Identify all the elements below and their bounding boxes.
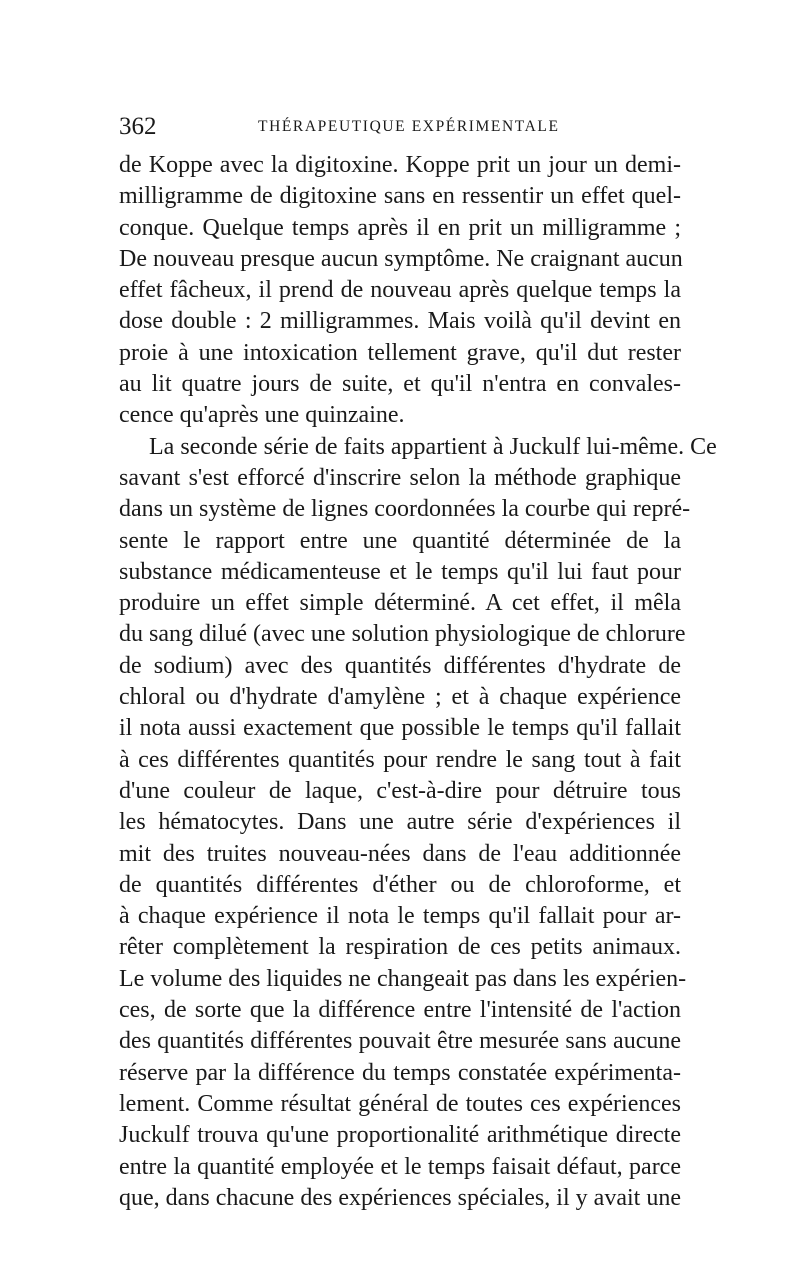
text-line: ces, de sorte que la différence entre l'intensité de l'action [119, 997, 681, 1024]
text-line: proie à une intoxication tellement grave, qu'il dut rester [119, 339, 681, 366]
text-line: produire un effet simple déterminé. A cet effet, il mêla [119, 590, 681, 617]
text-line: de Koppe avec la digitoxine. Koppe prit un jour un demi- [119, 152, 681, 178]
text-line: mit des truites nouveau-nées dans de l'eau additionnée [119, 840, 681, 867]
text-line: sente le rapport entre une quantité déterminée de la [119, 527, 681, 554]
text-line: que, dans chacune des expériences spéciales, il y avait une [119, 1184, 681, 1211]
page-number: 362 [119, 113, 157, 140]
text-line: entre la quantité employée et le temps faisait défaut, parce [119, 1153, 681, 1180]
text-line: du sang dilué (avec une solution physiologique de chlorure [119, 621, 686, 648]
text-line: savant s'est efforcé d'inscrire selon la méthode graphique [119, 464, 681, 491]
body-text [119, 150, 717, 1214]
text-line: De nouveau presque aucun symptôme. Ne craignant aucun [119, 245, 683, 272]
text-line: Juckulf trouva qu'une proportionalité arithmétique directe [119, 1122, 681, 1149]
text-line: au lit quatre jours de suite, et qu'il n'entra en convales- [119, 371, 681, 398]
text-line: effet fâcheux, il prend de nouveau après quelque temps la [119, 277, 681, 304]
text-line: cence qu'après une quinzaine. [119, 402, 405, 429]
text-line: de quantités différentes d'éther ou de chloroforme, et [119, 871, 681, 898]
text-line: Le volume des liquides ne changeait pas dans les expérien- [119, 965, 687, 992]
text-line: de sodium) avec des quantités différentes d'hydrate de [119, 652, 681, 679]
text-line: d'une couleur de laque, c'est-à-dire pour détruire tous [119, 777, 681, 804]
text-line: La seconde série de faits appartient à Juckulf lui-même. Ce [149, 433, 717, 460]
text-line: des quantités différentes pouvait être mesurée sans aucune [119, 1028, 681, 1055]
text-line: à ces différentes quantités pour rendre le sang tout à fait [119, 746, 681, 773]
running-head [119, 112, 681, 142]
text-line: les hématocytes. Dans une autre série d'expériences il [119, 809, 681, 836]
text-line: rêter complètement la respiration de ces petits animaux. [119, 934, 681, 961]
running-title: THÉRAPEUTIQUE EXPÉRIMENTALE [258, 118, 560, 135]
text-line: conque. Quelque temps après il en prit un milligramme ; [119, 214, 681, 241]
text-line: substance médicamenteuse et le temps qu'il lui faut pour [119, 558, 681, 585]
text-line: dans un système de lignes coordonnées la courbe qui repré- [119, 496, 691, 523]
text-line: dose double : 2 milligrammes. Mais voilà qu'il devint en [119, 308, 681, 335]
text-line: chloral ou d'hydrate d'amylène ; et à chaque expérience [119, 684, 681, 711]
text-line: à chaque expérience il nota le temps qu'il fallait pour ar- [119, 903, 681, 930]
text-line: réserve par la différence du temps constatée expérimenta- [119, 1059, 681, 1086]
text-line: milligramme de digitoxine sans en ressentir un effet quel- [119, 183, 681, 210]
text-line: lement. Comme résultat général de toutes ces expériences [119, 1090, 681, 1117]
text-line: il nota aussi exactement que possible le temps qu'il fallait [119, 715, 681, 742]
